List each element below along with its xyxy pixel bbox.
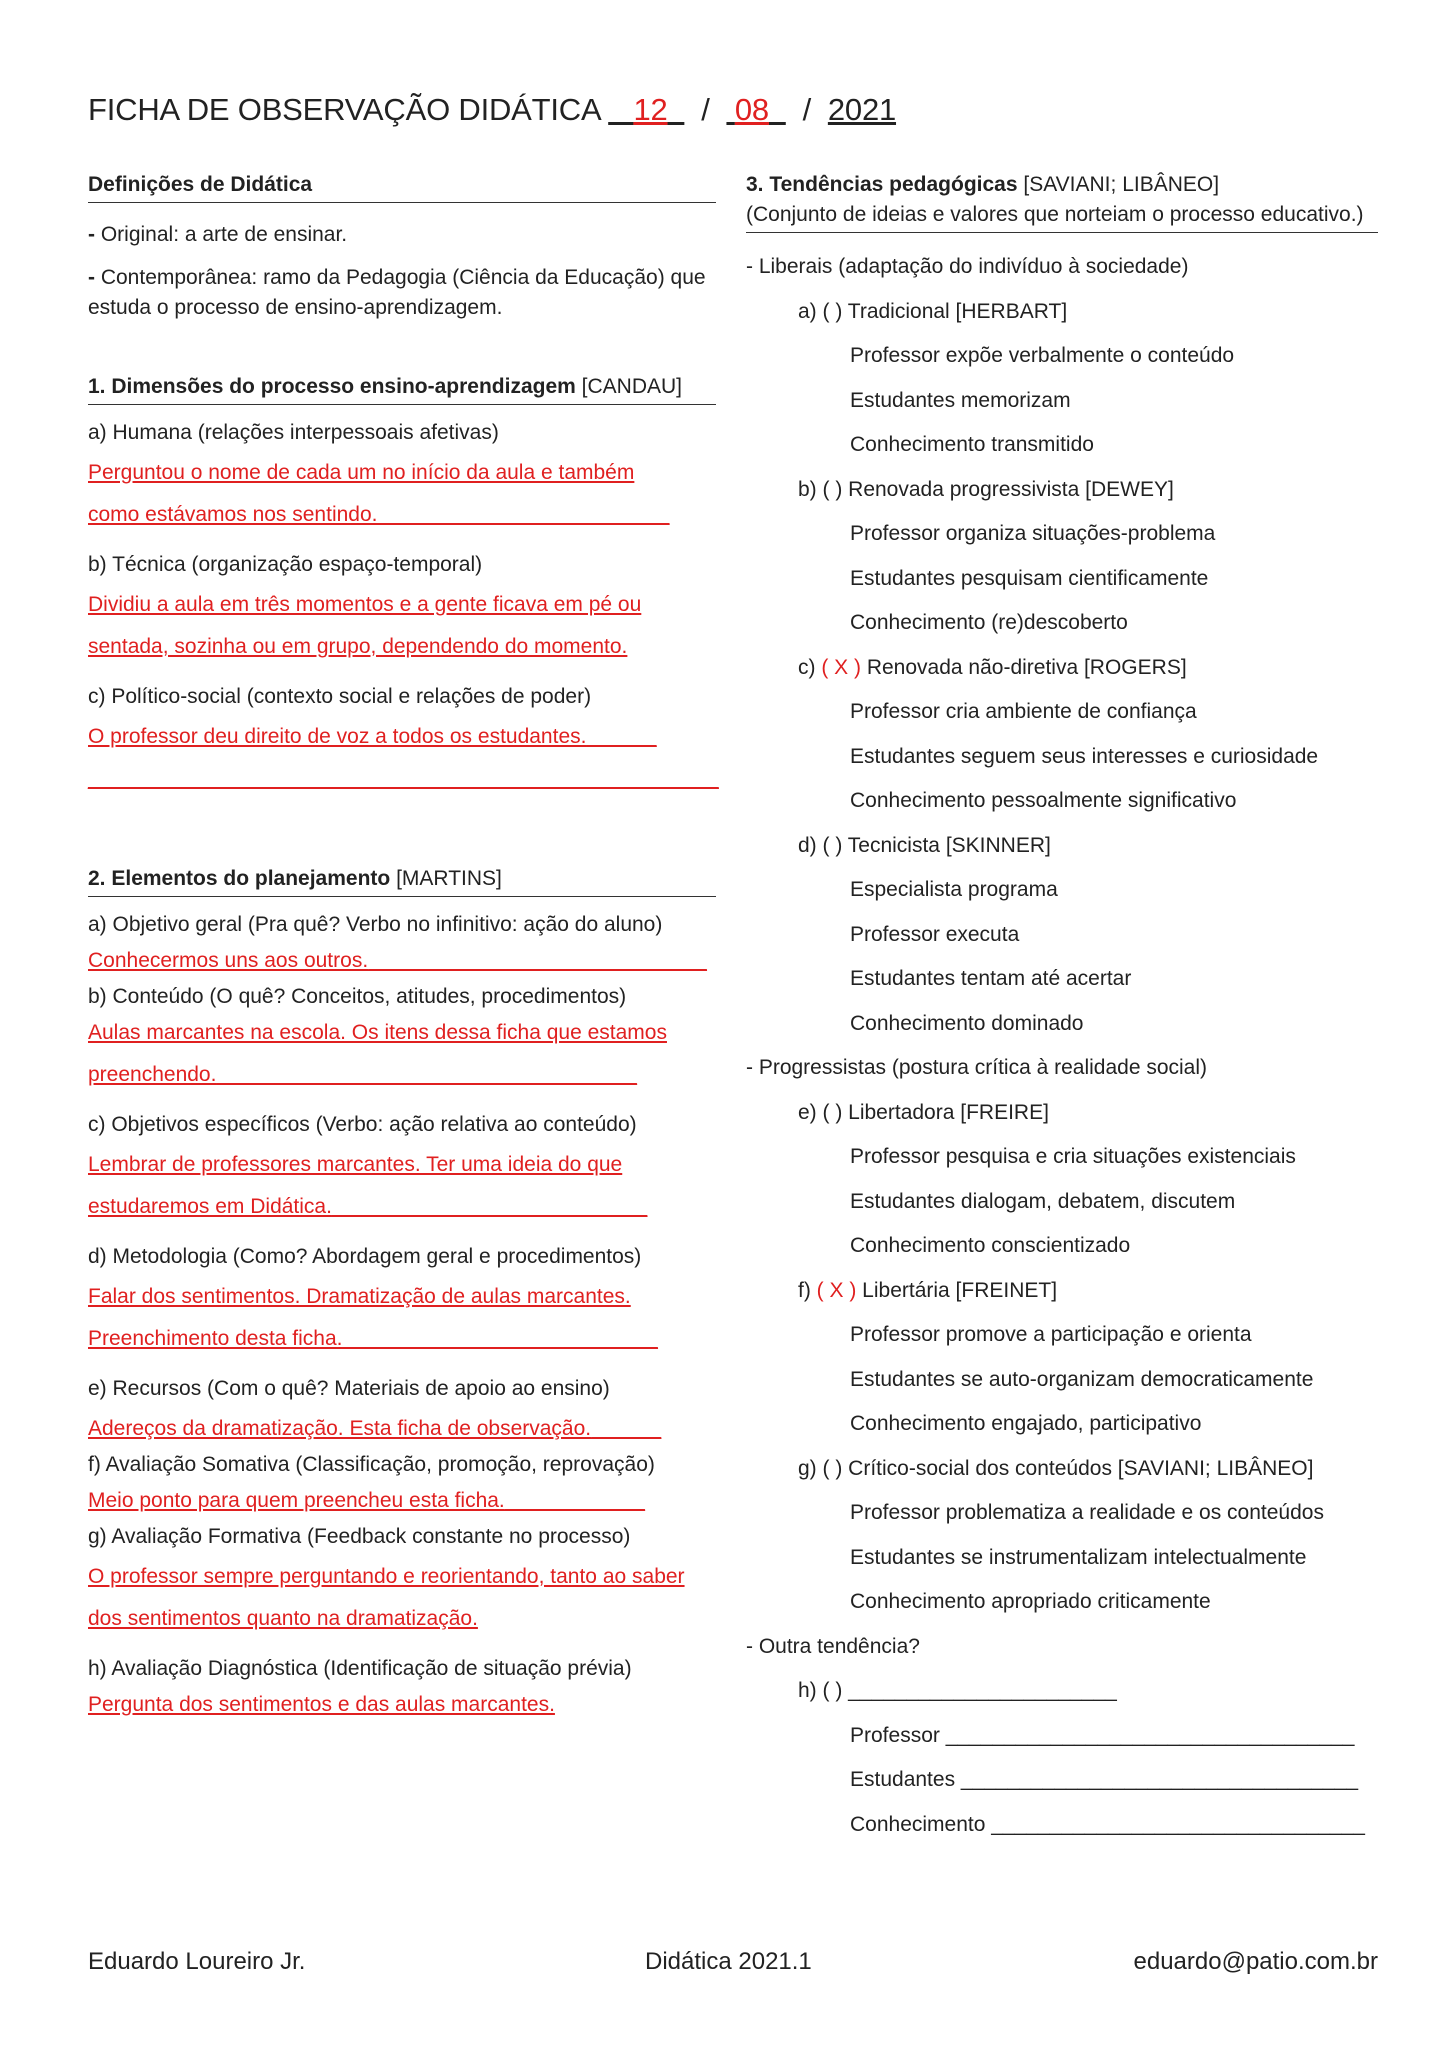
option-h-line-1: Professor ___________________________________ — [850, 1723, 1355, 1747]
option-a-line-1: Professor expõe verbalmente o conteúdo — [850, 344, 1235, 367]
option-g-line-3: Conhecimento apropriado criticamente — [850, 1590, 1211, 1613]
option-b-line-2: Estudantes pesquisam cientificamente — [850, 566, 1209, 590]
title-month: 08 — [734, 92, 769, 127]
option-d-line-1: Especialista programa — [850, 878, 1058, 901]
option-f-libertaria: f) ( X ) Libertária [FREINET] — [798, 1278, 1058, 1302]
option-e-line-3: Conhecimento conscientizado — [850, 1234, 1131, 1257]
option-h-blank: h) ( ) _______________________ — [798, 1679, 1117, 1702]
s2-g-answer: O professor sempre perguntando e reorientando, tanto ao saber dos sentimentos quanto na dramatização. — [88, 1565, 685, 1630]
left-column — [88, 170, 719, 1726]
option-d-line-3: Estudantes tentam até acertar — [850, 967, 1132, 990]
s2-b-answer: Aulas marcantes na escola. Os itens dessa ficha que estamos preenchendo.____________________________________ — [88, 1021, 667, 1086]
option-f-checkmark: ( X ) — [816, 1278, 857, 1302]
section1-heading: 1. Dimensões do processo ensino-aprendizagem [CANDAU] — [88, 372, 716, 405]
option-d-tecnicista: d) ( ) Tecnicista [SKINNER] — [798, 833, 1051, 857]
title-sep-2: / — [802, 92, 812, 127]
option-c-line-1: Professor cria ambiente de confiança — [850, 700, 1197, 723]
option-a-line-3: Conhecimento transmitido — [850, 433, 1094, 456]
definition-original: - Original: a arte de ensinar. — [88, 223, 348, 246]
definition-contemporary: - Contemporânea: ramo da Pedagogia (Ciência da Educação) que estuda o processo de ensino-aprendizagem. — [88, 266, 706, 319]
s2-e-answer: Adereços da dramatização. Esta ficha de observação.______ — [88, 1417, 662, 1440]
tendencies-list — [746, 245, 1378, 1847]
s2-h-answer: Pergunta dos sentimentos e das aulas marcantes. — [88, 1693, 555, 1716]
option-d-line-2: Professor executa — [850, 922, 1020, 946]
option-e-line-2: Estudantes dialogam, debatem, discutem — [850, 1189, 1236, 1213]
footer-author: Eduardo Loureiro Jr. — [88, 1948, 306, 1975]
s1-b-label: b) Técnica (organização espaço-temporal) — [88, 553, 483, 576]
footer-email: eduardo@patio.com.br — [1133, 1948, 1378, 1975]
option-c-line-3: Conhecimento pessoalmente significativo — [850, 789, 1237, 812]
option-c-checkmark: ( X ) — [821, 655, 861, 679]
option-f-line-3: Conhecimento engajado, participativo — [850, 1412, 1202, 1435]
s1-a-answer: Perguntou o nome de cada um no início da aula e também como estávamos nos sentindo._________________________ — [88, 461, 670, 526]
option-b-line-3: Conhecimento (re)descoberto — [850, 611, 1128, 634]
definitions-heading: Definições de Didática — [88, 170, 716, 203]
option-c-nao-diretiva: c) ( X ) Renovada não-diretiva [ROGERS] — [798, 655, 1187, 679]
option-c-line-2: Estudantes seguem seus interesses e curiosidade — [850, 744, 1319, 768]
option-b-line-1: Professor organiza situações-problema — [850, 522, 1216, 545]
s2-c-answer: Lembrar de professores marcantes. Ter uma ideia do que estudaremos em Didática.___________________________ — [88, 1153, 648, 1218]
s2-c-label: c) Objetivos específicos (Verbo: ação relativa ao conteúdo) — [88, 1113, 637, 1136]
group-liberais: - Liberais (adaptação do indivíduo à sociedade) — [746, 255, 1189, 278]
title-day: 12 — [633, 92, 668, 127]
option-h-line-2: Estudantes __________________________________ — [850, 1768, 1358, 1791]
right-column — [746, 170, 1378, 1847]
s1-c-answer: O professor deu direito de voz a todos os estudantes.______ ______________________________________________________ — [88, 725, 719, 790]
s2-a-answer: Conhecermos uns aos outros._____________________________ — [88, 949, 707, 972]
footer-course: Didática 2021.1 — [645, 1948, 812, 1975]
title-text: FICHA DE OBSERVAÇÃO DIDÁTICA — [88, 92, 600, 127]
s2-g-label: g) Avaliação Formativa (Feedback constante no processo) — [88, 1525, 631, 1548]
page-title — [88, 92, 896, 128]
s1-a-label: a) Humana (relações interpessoais afetivas) — [88, 421, 499, 444]
section3-subtitle: (Conjunto de ideias e valores que norteiam o processo educativo.) — [746, 203, 1364, 226]
s2-d-label: d) Metodologia (Como? Abordagem geral e procedimentos) — [88, 1245, 642, 1268]
s2-a-label: a) Objetivo geral (Pra quê? Verbo no infinitivo: ação do aluno) — [88, 913, 663, 936]
group-progressistas: - Progressistas (postura crítica à realidade social) — [746, 1056, 1208, 1079]
s1-c-label: c) Político-social (contexto social e relações de poder) — [88, 685, 592, 708]
option-f-line-1: Professor promove a participação e orienta — [850, 1323, 1252, 1346]
s1-b-answer: Dividiu a aula em três momentos e a gente ficava em pé ou sentada, sozinha ou em grupo, dependendo do momento. — [88, 593, 642, 658]
option-g-critico-social: g) ( ) Crítico-social dos conteúdos [SAVIANI; LIBÂNEO] — [798, 1456, 1314, 1480]
option-f-line-2: Estudantes se auto-organizam democraticamente — [850, 1367, 1314, 1391]
s2-d-answer: Falar dos sentimentos. Dramatização de aulas marcantes. Preenchimento desta ficha.___________________________ — [88, 1285, 658, 1350]
title-sep-1: / — [701, 92, 710, 127]
option-h-line-3: Conhecimento ________________________________ — [850, 1812, 1365, 1836]
option-a-tradicional: a) ( ) Tradicional [HERBART] — [798, 299, 1068, 323]
option-e-line-1: Professor pesquisa e cria situações existenciais — [850, 1145, 1296, 1168]
option-a-line-2: Estudantes memorizam — [850, 388, 1071, 412]
option-g-line-1: Professor problematiza a realidade e os conteúdos — [850, 1501, 1324, 1524]
option-g-line-2: Estudantes se instrumentalizam intelectualmente — [850, 1545, 1307, 1569]
group-outra: - Outra tendência? — [746, 1634, 920, 1658]
option-b-progressivista: b) ( ) Renovada progressivista [DEWEY] — [798, 477, 1174, 501]
option-d-line-4: Conhecimento dominado — [850, 1011, 1084, 1035]
s2-e-label: e) Recursos (Com o quê? Materiais de apoio ao ensino) — [88, 1377, 610, 1400]
option-e-libertadora: e) ( ) Libertadora [FREIRE] — [798, 1100, 1049, 1124]
s2-b-label: b) Conteúdo (O quê? Conceitos, atitudes, procedimentos) — [88, 985, 627, 1008]
section3-heading: 3. Tendências pedagógicas [SAVIANI; LIBÂNEO] (Conjunto de ideias e valores que norteiam o processo educativo.) — [746, 170, 1378, 233]
section2-heading: 2. Elementos do planejamento [MARTINS] — [88, 864, 716, 897]
s2-f-answer: Meio ponto para quem preencheu esta ficha.____________ — [88, 1489, 645, 1512]
s2-f-label: f) Avaliação Somativa (Classificação, promoção, reprovação) — [88, 1453, 655, 1476]
title-year: 2021 — [827, 92, 897, 127]
s2-h-label: h) Avaliação Diagnóstica (Identificação de situação prévia) — [88, 1657, 632, 1680]
